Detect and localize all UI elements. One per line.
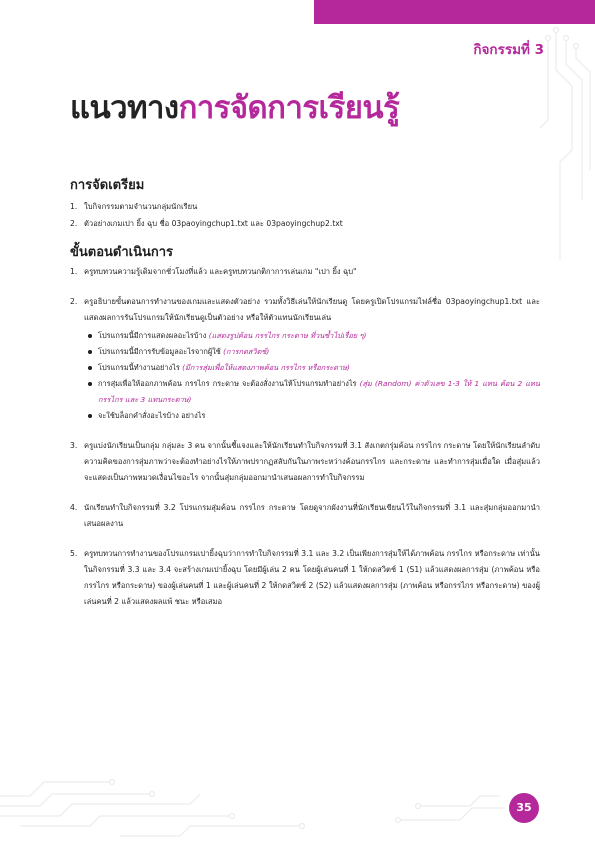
page-title	[70, 91, 399, 125]
procedure-step	[70, 546, 540, 610]
bullet-item	[84, 344, 540, 360]
bullet-note: (สุ่ม (Random) ค่าตัวเลข 1-3 ให้ 1 แทน ค้อน 2 แทน กรรไกร และ 3 แทนกระดาษ)	[98, 379, 540, 405]
procedure-list	[70, 264, 540, 610]
question-bullet-list	[84, 328, 540, 424]
preparation-section	[70, 177, 540, 232]
bullet-note: (มีการสุ่มเพื่อให้แสดงภาพค้อน กรรไกร หรือกระดาษ)	[182, 363, 350, 373]
bullet-icon	[88, 414, 92, 418]
procedure-heading: ขั้นตอนดำเนินการ	[70, 244, 174, 260]
page-title-part2: การจัดการเรียนรู้	[178, 90, 400, 126]
bullet-icon	[88, 334, 92, 338]
bullet-icon	[88, 382, 92, 386]
bullet-text: โปรแกรมนี้มีการรับข้อมูลอะไรจากผู้ใช้	[98, 347, 221, 357]
step-text: ครูอธิบายขั้นตอนการทำงานของเกมและแสดงตัวอย่าง รวมทั้งวิธีเล่นให้นักเรียนดู โดยครูเปิดโปรแกรมไฟล์ชื่อ 03paoyingchup1.txt และแสดงผลการรันโปรแกรมให้นักเรียนดูเป็นตัวอย่าง หรือให้ตัวแทนนักเรียนเล่น	[84, 297, 540, 323]
page-title-part1: แนวทาง	[70, 90, 179, 126]
step-text: ครูทบทวนความรู้เดิมจากชั่วโมงที่แล้ว และครูทบทวนกติกาการเล่นเกม "เปา ยิ้ง ฉุบ"	[84, 267, 357, 277]
preparation-heading: การจัดเตรียม	[70, 178, 145, 193]
header-accent-bar	[314, 0, 595, 24]
step-number: 3.	[70, 441, 78, 451]
step-number: 4.	[70, 503, 78, 513]
procedure-step	[70, 264, 540, 280]
item-text: ตัวอย่างเกมเปา ยิ้ง ฉุบ ชื่อ 03paoyingchup1.txt และ 03paoyingchup2.txt	[84, 218, 343, 228]
bullet-note: (แสดงรูปค้อน กรรไกร กระดาษ ที่วนซ้ำไปเรื่อย ๆ)	[208, 331, 367, 341]
step-text: นักเรียนทำใบกิจกรรมที่ 3.2 โปรแกรมสุ่มค้อน กรรไกร กระดาษ โดยดูจากผังงานที่นักเรียนเขียนไว้ในกิจกรรมที่ 3.1 และสุ่มกลุ่มออกมานำเสนอผลงาน	[84, 503, 540, 529]
bullet-item	[84, 408, 540, 424]
bullet-icon	[88, 366, 92, 370]
item-text: ใบกิจกรรมตามจำนวนกลุ่มนักเรียน	[84, 201, 198, 211]
bullet-text: การสุ่มเพื่อให้ออกภาพค้อน กรรไกร กระดาษ จะต้องสั่งงานให้โปรแกรมทำอย่างไร	[98, 379, 357, 389]
item-number: 2.	[70, 218, 78, 228]
bullet-text: โปรแกรมนี้ทำงานอย่างไร	[98, 363, 180, 373]
preparation-item	[70, 198, 540, 215]
bullet-text: จะใช้บล็อกคำสั่งอะไรบ้าง อย่างไร	[98, 411, 206, 421]
step-number: 5.	[70, 549, 78, 559]
procedure-step	[70, 500, 540, 532]
preparation-list	[70, 198, 540, 232]
step-number: 1.	[70, 267, 78, 277]
step-number: 2.	[70, 297, 78, 307]
preparation-item	[70, 215, 540, 232]
activity-label: กิจกรรมที่ 3	[473, 42, 544, 58]
bullet-item	[84, 360, 540, 376]
main-content	[70, 177, 540, 624]
bullet-text: โปรแกรมนี้มีการแสดงผลอะไรบ้าง	[98, 331, 207, 341]
bullet-note: (การกดสวิตช์)	[223, 347, 270, 357]
procedure-section	[70, 244, 540, 611]
procedure-step	[70, 438, 540, 486]
step-text: ครูแบ่งนักเรียนเป็นกลุ่ม กลุ่มละ 3 คน จากนั้นชี้แจงและให้นักเรียนทำใบกิจกรรมที่ 3.1 สังเกตกรุ่มค้อน กรรไกร กระดาษ โดยให้นักเรียนลำดับความคิดของการสุ่มภาพว่าจะต้องทำอย่างไรให้ภาพปรากฏสลับกันในภาพระหว่างค้อนกรรไกร และกระดาษ และทำการสุ่มเมื่อใด เมื่อสุ่มแล้วจะแสดงเป็นภาพหมวดเงื่อนไขอะไร จากนั้นสุ่มกลุ่มออกมานำเสนอผลการทำใบกิจกรรม	[84, 441, 540, 483]
bullet-item	[84, 328, 540, 344]
procedure-step	[70, 294, 540, 424]
page-number-badge: 35	[509, 793, 539, 823]
item-number: 1.	[70, 201, 78, 211]
bullet-item	[84, 376, 540, 408]
bullet-icon	[88, 350, 92, 354]
step-text: ครูทบทวนการทำงานของโปรแกรมเปายิ้งฉุบว่าการทำใบกิจกรรมที่ 3.1 และ 3.2 เป็นเพียงการสุ่มให้ได้ภาพค้อน กรรไกร หรือกระดาษ เท่านั้น ในกิจกรรมที่ 3.3 และ 3.4 จะสร้างเกมเปายิ้งฉุบ โดยมีผู้เล่น 2 คน โดยผู้เล่นคนที่ 1 ให้กดสวิตช์ 1 (S1) แล้วแสดงผลการสุ่ม (ภาพค้อน หรือกรรไกร หรือกระดาษ) ของผู้เล่นคนที่ 1 และผู้เล่นคนที่ 2 ให้กดสวิตช์ 2 (S2) แล้วแสดงผลการสุ่ม (ภาพค้อน หรือกรรไกร หรือกระดาษ) ของผู้เล่นคนที่ 2 แล้วแสดงผลแพ้ ชนะ หรือเสมอ	[84, 549, 540, 607]
